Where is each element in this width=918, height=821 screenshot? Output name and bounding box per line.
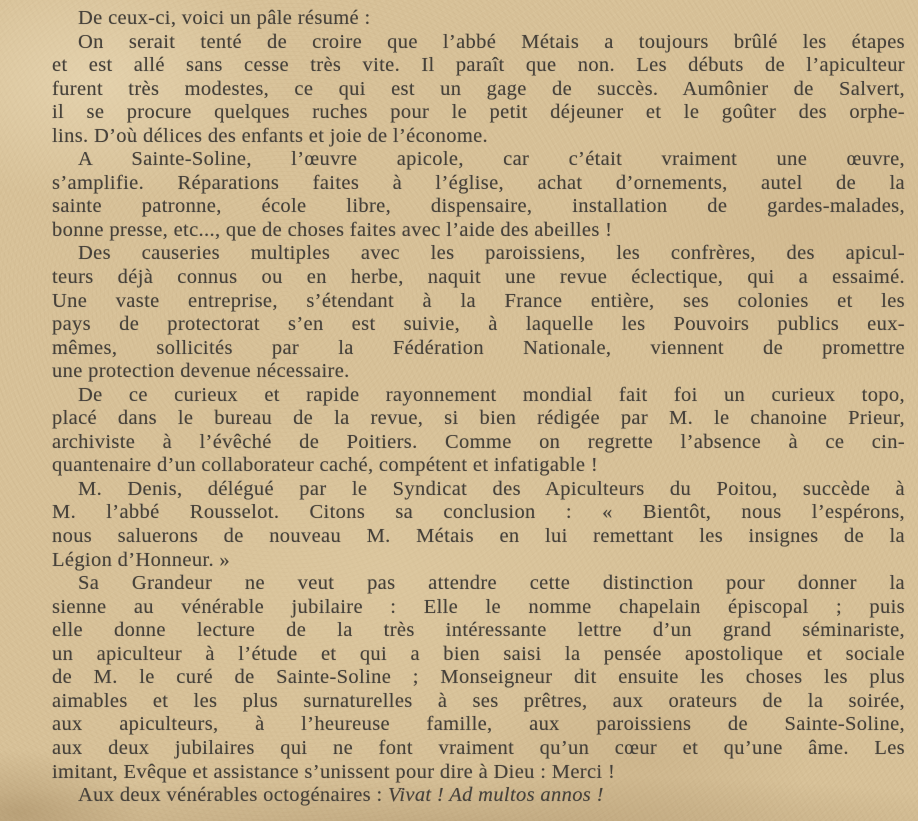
text-line bbox=[52, 384, 905, 408]
text-run: et est allé sans cesse très vite. Il paraît que non. Les débuts de l’apiculteur bbox=[52, 54, 905, 77]
text-line bbox=[52, 7, 905, 31]
text-run: mêmes, sollicités par la Fédération Nationale, viennent de promettre bbox=[52, 336, 905, 359]
text-run: quantenaire d’un collaborateur caché, compétent et infatigable ! bbox=[52, 454, 599, 477]
text-line bbox=[52, 431, 905, 455]
text-run: Aux deux vénérables octogénaires : bbox=[78, 784, 388, 807]
text-line bbox=[52, 172, 905, 196]
text-line bbox=[52, 31, 905, 55]
paragraph bbox=[52, 478, 905, 572]
paragraph bbox=[52, 7, 905, 31]
text-run: Des causeries multiples avec les paroissiens, les confrères, des apicul- bbox=[78, 242, 905, 265]
text-line bbox=[52, 572, 905, 596]
text-run: un apiculteur à l’étude et qui a bien saisi la pensée apostolique et sociale bbox=[52, 642, 905, 665]
text-run: bonne presse, etc..., que de choses faites avec l’aide des abeilles ! bbox=[52, 218, 613, 241]
text-run: il se procure quelques ruches pour le petit déjeuner et le goûter des orphe- bbox=[52, 101, 905, 124]
text-line bbox=[52, 148, 905, 172]
text-line bbox=[52, 313, 905, 337]
text-line bbox=[52, 407, 905, 431]
paragraph bbox=[52, 572, 905, 784]
text-line bbox=[52, 125, 905, 149]
text-line bbox=[52, 54, 905, 78]
text-line bbox=[52, 596, 905, 620]
text-run: pays de protectorat s’en est suivie, à laquelle les Pouvoirs publics eux- bbox=[52, 313, 905, 336]
text-run: De ce curieux et rapide rayonnement mondial fait foi un curieux topo, bbox=[78, 383, 905, 406]
text-line bbox=[52, 619, 905, 643]
text-run: aimables et les plus surnaturelles à ses prêtres, aux orateurs de la soirée, bbox=[52, 689, 905, 712]
italic-text-run: Vivat ! Ad multos annos ! bbox=[387, 784, 604, 807]
text-run: M. Denis, délégué par le Syndicat des Apiculteurs du Poitou, succède à bbox=[78, 477, 905, 500]
text-run: de M. le curé de Sainte-Soline ; Monseigneur dit ensuite les choses les plus bbox=[52, 666, 905, 689]
text-line bbox=[52, 784, 905, 808]
text-line bbox=[52, 525, 905, 549]
text-run: Sa Grandeur ne veut pas attendre cette distinction pour donner la bbox=[78, 572, 905, 595]
text-run: M. l’abbé Rousselot. Citons sa conclusion : « Bientôt, nous l’espérons, bbox=[52, 501, 905, 524]
text-run: De ceux-ci, voici un pâle résumé : bbox=[78, 7, 371, 29]
text-line bbox=[52, 337, 905, 361]
text-run: furent très modestes, ce qui est un gage de succès. Aumônier de Salvert, bbox=[52, 77, 905, 100]
text-line bbox=[52, 219, 905, 243]
text-line bbox=[52, 501, 905, 525]
text-run: Une vaste entreprise, s’étendant à la France entière, ses colonies et les bbox=[52, 289, 905, 312]
text-run: sienne au vénérable jubilaire : Elle le nomme chapelain épiscopal ; puis bbox=[52, 595, 905, 618]
text-run: placé dans le bureau de la revue, si bien rédigée par M. le chanoine Prieur, bbox=[52, 407, 905, 430]
text-line bbox=[52, 195, 905, 219]
text-line bbox=[52, 761, 905, 785]
text-run: une protection devenue nécessaire. bbox=[52, 360, 350, 383]
text-line bbox=[52, 360, 905, 384]
text-run: aux apiculteurs, à l’heureuse famille, aux paroissiens de Sainte-Soline, bbox=[52, 713, 905, 736]
text-line bbox=[52, 643, 905, 667]
text-run: Légion d’Honneur. » bbox=[52, 548, 231, 571]
paragraph bbox=[52, 784, 905, 808]
text-line bbox=[52, 690, 905, 714]
text-run: elle donne lecture de la très intéressante lettre d’un grand séminariste, bbox=[52, 619, 905, 642]
text-line bbox=[52, 666, 905, 690]
text-line bbox=[52, 78, 905, 102]
text-run: aux deux jubilaires qui ne font vraiment qu’un cœur et qu’une âme. Les bbox=[52, 736, 905, 759]
text-run: imitant, Evêque et assistance s’unissent pour dire à Dieu : Merci ! bbox=[52, 760, 616, 783]
text-line bbox=[52, 266, 905, 290]
text-line bbox=[52, 737, 905, 761]
text-run: nous saluerons de nouveau M. Métais en lui remettant les insignes de la bbox=[52, 525, 905, 548]
paragraph bbox=[52, 384, 905, 478]
paragraph bbox=[52, 148, 905, 242]
text-run: On serait tenté de croire que l’abbé Métais a toujours brûlé les étapes bbox=[78, 30, 905, 53]
text-line bbox=[52, 549, 905, 573]
text-line bbox=[52, 713, 905, 737]
text-run: teurs déjà connus ou en herbe, naquit une revue éclectique, qui a essaimé. bbox=[52, 266, 905, 289]
text-run: archiviste à l’évêché de Poitiers. Comme on regrette l’absence à ce cin- bbox=[52, 430, 905, 453]
paragraph bbox=[52, 31, 905, 149]
text-run: sainte patronne, école libre, dispensaire, installation de gardes-malades, bbox=[52, 195, 905, 218]
text-line bbox=[52, 242, 905, 266]
text-line bbox=[52, 290, 905, 314]
text-run: A Sainte-Soline, l’œuvre apicole, car c’était vraiment une œuvre, bbox=[78, 148, 905, 171]
text-line bbox=[52, 478, 905, 502]
text-line bbox=[52, 101, 905, 125]
text-run: s’amplifie. Réparations faites à l’église, achat d’ornements, autel de la bbox=[52, 171, 905, 194]
paragraph bbox=[52, 242, 905, 383]
text-line bbox=[52, 454, 905, 478]
text-run: lins. D’où délices des enfants et joie de l’économe. bbox=[52, 124, 489, 147]
